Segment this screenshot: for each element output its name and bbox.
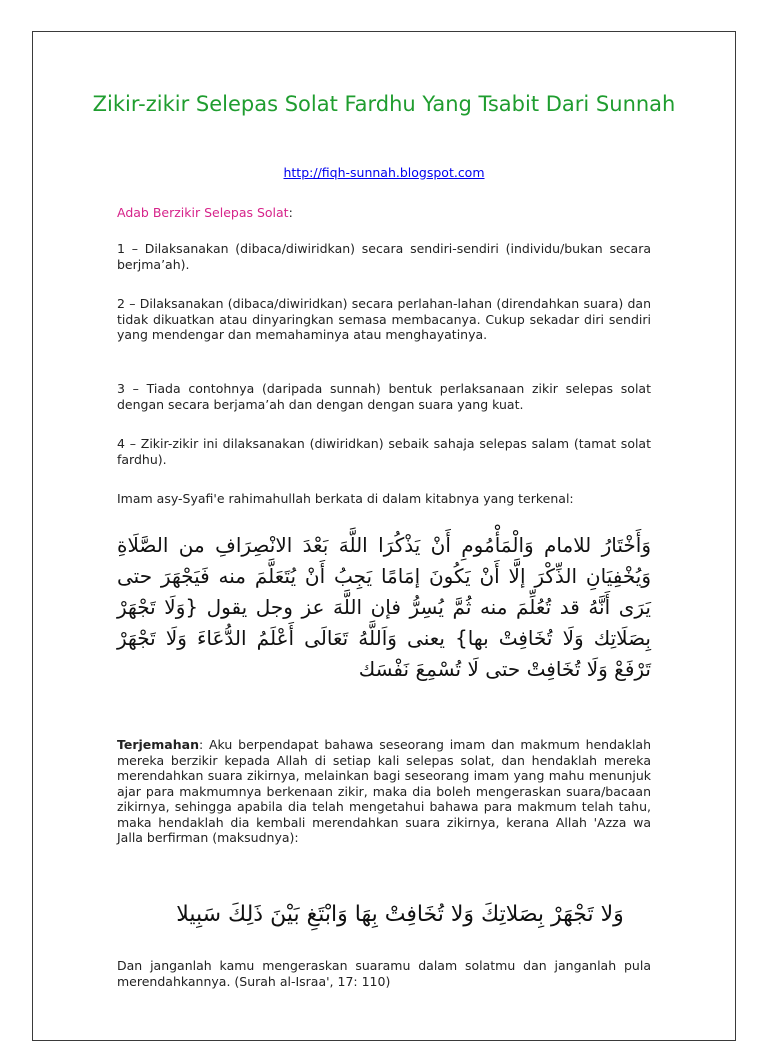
translation-paragraph: [117, 737, 651, 846]
point-1: 1 – Dilaksanakan (dibaca/diwiridkan) secara sendiri-sendiri (individu/bukan secara berjma’ah).: [117, 241, 651, 272]
blog-link[interactable]: http://fiqh-sunnah.blogspot.com: [283, 165, 485, 180]
verse-translation: Dan janganlah kamu mengeraskan suaramu dalam solatmu dan janganlah pula merendahkannya. (Surah al-Israa', 17: 110): [117, 958, 651, 989]
translation-body: : Aku berpendapat bahawa seseorang imam dan makmum hendaklah mereka berzikir kepada Allah di setiap kali selepas solat, dan hendaklah mereka merendahkan suara zikirnya, melainkan bagi seseorang imam yang mahu menunjuk ajar para makmumnya berkenaan zikir, maka dia boleh mengeraskan suara/bacaan zikirnya, sehingga apabila dia telah mengetahui bahawa para makmum telah tahu, maka hendaklah dia kembali merendahkan suara zikirnya, kerana Allah 'Azza wa Jalla berfirman (maksudnya):: [117, 737, 651, 845]
imam-intro: Imam asy-Syafi'e rahimahullah berkata di dalam kitabnya yang terkenal:: [117, 491, 574, 506]
arabic-verse: وَلا تَجْهَرْ بِصَلاتِكَ وَلا تُخَافِتْ بِهَا وَابْتَغِ بَيْنَ ذَلِكَ سَبِيلا: [176, 902, 624, 927]
point-2: 2 – Dilaksanakan (dibaca/diwiridkan) secara perlahan-lahan (direndahkan suara) dan tidak dikuatkan atau dinyaringkan semasa membacanya. Cukup sekadar diri sendiri yang mendengar dan memahaminya atau menghayatinya.: [117, 296, 651, 342]
section-heading: [117, 205, 293, 221]
section-heading-colon: :: [288, 205, 293, 220]
point-4: 4 – Zikir-zikir ini dilaksanakan (diwiridkan) sebaik sahaja selepas salam (tamat solat fardhu).: [117, 436, 651, 467]
arabic-quote: وَأَخْتَارُ للامام وَالْمَأْمُومِ أَنْ يَذْكُرَا اللَّهَ بَعْدَ الانْصِرَافِ من الصَّلَاةِ وَيُخْفِيَانِ الذِّكْرَ إلَّا أَنْ يَكُونَ إمَامًا يَجِبُ أَنْ يُتَعَلَّمَ منه فَيَجْهَرَ حتى يَرَى أَنَّهُ قد تُعُلِّمَ منه ثُمَّ يُسِرُّ فإن اللَّهَ عز وجل يقول {وَلَا تَجْهَرْ بِصَلَاتِك وَلَا تُخَافِتْ بها} يعنى وَاَللَّهُ تَعَالَى أَعْلَمُ الدُّعَاءَ وَلَا تَجْهَرْ تَرْفَعْ وَلَا تُخَافِتْ حتى لَا تُسْمِعَ نَفْسَك: [117, 533, 651, 681]
point-3: 3 – Tiada contohnya (daripada sunnah) bentuk perlaksanaan zikir selepas solat dengan secara berjama’ah dan dengan dengan suara yang kuat.: [117, 381, 651, 412]
section-heading-text: Adab Berzikir Selepas Solat: [117, 205, 289, 220]
blog-link-container: [84, 165, 684, 181]
document-title: Zikir-zikir Selepas Solat Fardhu Yang Tsabit Dari Sunnah: [92, 92, 676, 116]
translation-label: Terjemahan: [117, 737, 199, 752]
